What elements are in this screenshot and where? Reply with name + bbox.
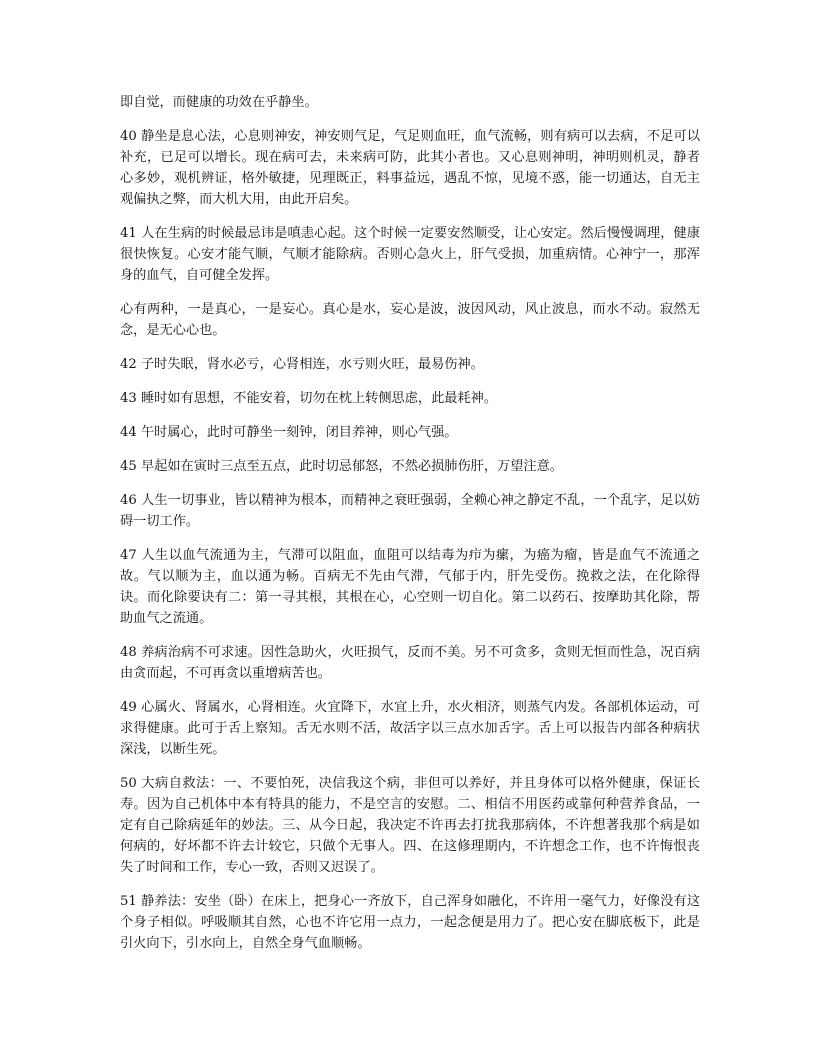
paragraph-40: 40 静坐是息心法，心息则神安，神安则气足，气足则血旺，血气流畅，则有病可以去病，不足可以补充，已足可以增长。现在病可去，未来病可防，此其小者也。又心息则神明，神明则机灵，静者心多妙，观机辨证，格外敏捷，见理既正，料事益远，遇乱不惊，见境不惑，能一切通达，自无主观偏执之弊，而大机大用，由此开启矣。: [120, 129, 700, 207]
paragraph-48: 48 养病治病不可求速。因性急助火，火旺损气，反而不美。另不可贪多，贪则无恒而性急，况百病由贪而起，不可再贪以重增病苦也。: [120, 645, 700, 681]
document-page: [120, 92, 700, 967]
paragraph-43: 43 睡时如有思想，不能安着，切勿在枕上转侧思虑，此最耗神。: [120, 391, 498, 406]
paragraph-47: 47 人生以血气流通为主，气滞可以阻血，血阻可以结毒为疖为瘰，为癌为瘤，皆是血气不流通之故。气以顺为主，血以通为畅。百病无不先由气滞，气郁于内，肝先受伤。挽救之法，在化除得诀。而化除要诀有二：第一寻其根，其根在心，心空则一切自化。第二以药石、按摩助其化除，帮助血气之流通。: [120, 548, 700, 626]
paragraph-46: 46 人生一切事业，皆以精神为根本，而精神之衰旺强弱，全赖心神之静定不乱，一个乱字，足以妨碍一切工作。: [120, 493, 700, 529]
paragraph-42: 42 子时失眠，肾水必亏，心肾相连，水亏则火旺，最易伤神。: [120, 357, 484, 372]
paragraph-49: 49 心属火、肾属水，心肾相连。火宜降下，水宜上升，水火相济，则蒸气内发。各部机体运动，可求得健康。此可于舌上察知。舌无水则不活，故活字以三点水加舌字。舌上可以报告内部各种病状深浅，以断生死。: [120, 700, 700, 757]
paragraph-41: 41 人在生病的时候最忌讳是嗔恚心起。这个时候一定要安然顺受，让心安定。然后慢慢调理，健康很快恢复。心安才能气顺，气顺才能除病。否则心急火上，肝气受损，加重病情。心神宁一，那浑身的血气，自可健全发挥。: [120, 226, 700, 283]
paragraph-45: 45 早起如在寅时三点至五点，此时切忌郁怒，不然必损肺伤肝，万望注意。: [120, 459, 563, 474]
paragraph-44: 44 午时属心，此时可静坐一刻钟，闭目养神，则心气强。: [120, 425, 458, 440]
paragraph-continuation: 即自觉，而健康的功效在乎静坐。: [120, 95, 318, 110]
paragraph-two-minds: 心有两种，一是真心，一是妄心。真心是水，妄心是波，波因风动，风止波息，而水不动。寂然无念，是无心心也。: [120, 302, 700, 338]
paragraph-50: 50 大病自救法：一、不要怕死，决信我这个病，非但可以养好，并且身体可以格外健康，保证长寿。因为自己机体中本有特具的能力，不是空言的安慰。二、相信不用医药或靠何种营养食品，一定有自己除病延年的妙法。三、从今日起，我决定不许再去打扰我那病体，不许想著我那个病是如何病的，好坏都不许去计较它，只做个无事人。四、在这修理期内，不许想念工作，也不许悔恨丧失了时间和工作，专心一致，否则又迟误了。: [120, 776, 700, 875]
paragraph-51: 51 静养法：安坐（卧）在床上，把身心一齐放下，自己浑身如融化，不许用一毫气力，好像没有这个身子相似。呼吸顺其自然，心也不许它用一点力，一起念便是用力了。把心安在脚底板下，此是引火向下，引水向上，自然全身气血顺畅。: [120, 894, 700, 951]
